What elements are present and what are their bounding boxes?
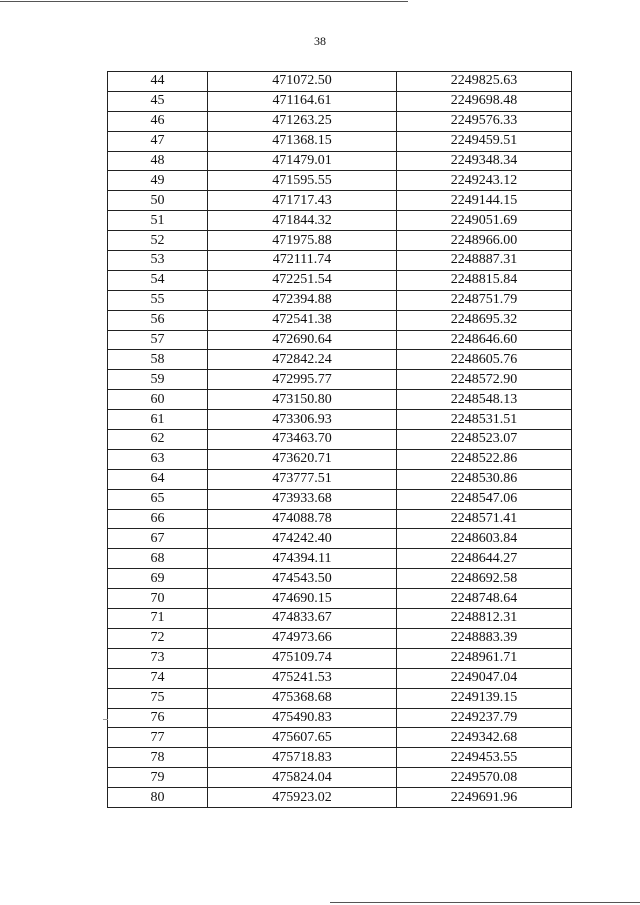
point-number-cell: 58 xyxy=(108,350,208,370)
table-row xyxy=(108,151,572,171)
y-coordinate-cell: 2248523.07 xyxy=(397,430,572,450)
x-coordinate-cell: 475607.65 xyxy=(208,728,397,748)
point-number-cell: 74 xyxy=(108,668,208,688)
x-coordinate-cell: 474242.40 xyxy=(208,529,397,549)
point-number-cell: 65 xyxy=(108,489,208,509)
point-number-cell: 50 xyxy=(108,191,208,211)
y-coordinate-cell: 2249243.12 xyxy=(397,171,572,191)
point-number-cell: 77 xyxy=(108,728,208,748)
y-coordinate-cell: 2248748.64 xyxy=(397,589,572,609)
table-row xyxy=(108,628,572,648)
y-coordinate-cell: 2248548.13 xyxy=(397,390,572,410)
table-row xyxy=(108,231,572,251)
x-coordinate-cell: 471479.01 xyxy=(208,151,397,171)
table-row xyxy=(108,788,572,808)
x-coordinate-cell: 473620.71 xyxy=(208,449,397,469)
y-coordinate-cell: 2248605.76 xyxy=(397,350,572,370)
x-coordinate-cell: 471072.50 xyxy=(208,72,397,92)
y-coordinate-cell: 2248695.32 xyxy=(397,310,572,330)
y-coordinate-cell: 2248815.84 xyxy=(397,270,572,290)
x-coordinate-cell: 474833.67 xyxy=(208,609,397,629)
table-row xyxy=(108,270,572,290)
x-coordinate-cell: 475824.04 xyxy=(208,768,397,788)
table-row xyxy=(108,131,572,151)
table-row xyxy=(108,449,572,469)
x-coordinate-cell: 474088.78 xyxy=(208,509,397,529)
table-row xyxy=(108,211,572,231)
point-number-cell: 46 xyxy=(108,111,208,131)
x-coordinate-cell: 475718.83 xyxy=(208,748,397,768)
x-coordinate-cell: 475923.02 xyxy=(208,788,397,808)
point-number-cell: 63 xyxy=(108,449,208,469)
table-row xyxy=(108,430,572,450)
point-number-cell: 56 xyxy=(108,310,208,330)
point-number-cell: 54 xyxy=(108,270,208,290)
coordinates-table xyxy=(107,71,572,808)
point-number-cell: 48 xyxy=(108,151,208,171)
x-coordinate-cell: 471717.43 xyxy=(208,191,397,211)
y-coordinate-cell: 2248603.84 xyxy=(397,529,572,549)
x-coordinate-cell: 475490.83 xyxy=(208,708,397,728)
table-body xyxy=(108,72,572,808)
x-coordinate-cell: 473777.51 xyxy=(208,469,397,489)
point-number-cell: 73 xyxy=(108,648,208,668)
table-row xyxy=(108,111,572,131)
x-coordinate-cell: 472690.64 xyxy=(208,330,397,350)
x-coordinate-cell: 473933.68 xyxy=(208,489,397,509)
point-number-cell: 44 xyxy=(108,72,208,92)
y-coordinate-cell: 2249825.63 xyxy=(397,72,572,92)
x-coordinate-cell: 473463.70 xyxy=(208,430,397,450)
table-row xyxy=(108,370,572,390)
table-row xyxy=(108,768,572,788)
y-coordinate-cell: 2248530.86 xyxy=(397,469,572,489)
table-row xyxy=(108,171,572,191)
x-coordinate-cell: 471975.88 xyxy=(208,231,397,251)
y-coordinate-cell: 2249459.51 xyxy=(397,131,572,151)
point-number-cell: 53 xyxy=(108,251,208,271)
y-coordinate-cell: 2248571.41 xyxy=(397,509,572,529)
point-number-cell: 45 xyxy=(108,91,208,111)
x-coordinate-cell: 472251.54 xyxy=(208,270,397,290)
x-coordinate-cell: 471595.55 xyxy=(208,171,397,191)
table-row xyxy=(108,350,572,370)
point-number-cell: 52 xyxy=(108,231,208,251)
y-coordinate-cell: 2249698.48 xyxy=(397,91,572,111)
y-coordinate-cell: 2249691.96 xyxy=(397,788,572,808)
y-coordinate-cell: 2248646.60 xyxy=(397,330,572,350)
top-rule xyxy=(0,1,408,2)
y-coordinate-cell: 2248966.00 xyxy=(397,231,572,251)
point-number-cell: 60 xyxy=(108,390,208,410)
y-coordinate-cell: 2248572.90 xyxy=(397,370,572,390)
scan-mark xyxy=(103,719,108,720)
point-number-cell: 70 xyxy=(108,589,208,609)
x-coordinate-cell: 474973.66 xyxy=(208,628,397,648)
point-number-cell: 55 xyxy=(108,290,208,310)
y-coordinate-cell: 2249047.04 xyxy=(397,668,572,688)
table-row xyxy=(108,569,572,589)
table-row xyxy=(108,72,572,92)
y-coordinate-cell: 2249144.15 xyxy=(397,191,572,211)
y-coordinate-cell: 2248883.39 xyxy=(397,628,572,648)
y-coordinate-cell: 2249237.79 xyxy=(397,708,572,728)
y-coordinate-cell: 2248522.86 xyxy=(397,449,572,469)
point-number-cell: 68 xyxy=(108,549,208,569)
x-coordinate-cell: 472541.38 xyxy=(208,310,397,330)
x-coordinate-cell: 473306.93 xyxy=(208,410,397,430)
point-number-cell: 69 xyxy=(108,569,208,589)
x-coordinate-cell: 471164.61 xyxy=(208,91,397,111)
y-coordinate-cell: 2249139.15 xyxy=(397,688,572,708)
point-number-cell: 61 xyxy=(108,410,208,430)
y-coordinate-cell: 2248547.06 xyxy=(397,489,572,509)
x-coordinate-cell: 472111.74 xyxy=(208,251,397,271)
x-coordinate-cell: 473150.80 xyxy=(208,390,397,410)
x-coordinate-cell: 471263.25 xyxy=(208,111,397,131)
y-coordinate-cell: 2248531.51 xyxy=(397,410,572,430)
y-coordinate-cell: 2249342.68 xyxy=(397,728,572,748)
table-row xyxy=(108,589,572,609)
x-coordinate-cell: 475109.74 xyxy=(208,648,397,668)
x-coordinate-cell: 471844.32 xyxy=(208,211,397,231)
table-row xyxy=(108,310,572,330)
point-number-cell: 66 xyxy=(108,509,208,529)
point-number-cell: 57 xyxy=(108,330,208,350)
point-number-cell: 75 xyxy=(108,688,208,708)
table-row xyxy=(108,688,572,708)
y-coordinate-cell: 2249453.55 xyxy=(397,748,572,768)
x-coordinate-cell: 472995.77 xyxy=(208,370,397,390)
y-coordinate-cell: 2249570.08 xyxy=(397,768,572,788)
table-row xyxy=(108,529,572,549)
point-number-cell: 47 xyxy=(108,131,208,151)
table-row xyxy=(108,390,572,410)
table-row xyxy=(108,489,572,509)
y-coordinate-cell: 2249051.69 xyxy=(397,211,572,231)
y-coordinate-cell: 2248692.58 xyxy=(397,569,572,589)
page-number: 38 xyxy=(314,34,326,48)
point-number-cell: 62 xyxy=(108,430,208,450)
point-number-cell: 79 xyxy=(108,768,208,788)
x-coordinate-cell: 475241.53 xyxy=(208,668,397,688)
y-coordinate-cell: 2248887.31 xyxy=(397,251,572,271)
table-row xyxy=(108,509,572,529)
table-row xyxy=(108,191,572,211)
point-number-cell: 78 xyxy=(108,748,208,768)
table-row xyxy=(108,549,572,569)
table-row xyxy=(108,748,572,768)
table-row xyxy=(108,648,572,668)
y-coordinate-cell: 2249576.33 xyxy=(397,111,572,131)
y-coordinate-cell: 2249348.34 xyxy=(397,151,572,171)
table-row xyxy=(108,728,572,748)
point-number-cell: 67 xyxy=(108,529,208,549)
x-coordinate-cell: 471368.15 xyxy=(208,131,397,151)
y-coordinate-cell: 2248751.79 xyxy=(397,290,572,310)
table-row xyxy=(108,410,572,430)
point-number-cell: 64 xyxy=(108,469,208,489)
x-coordinate-cell: 475368.68 xyxy=(208,688,397,708)
x-coordinate-cell: 474690.15 xyxy=(208,589,397,609)
point-number-cell: 71 xyxy=(108,609,208,629)
point-number-cell: 76 xyxy=(108,708,208,728)
point-number-cell: 80 xyxy=(108,788,208,808)
x-coordinate-cell: 474394.11 xyxy=(208,549,397,569)
y-coordinate-cell: 2248961.71 xyxy=(397,648,572,668)
table-row xyxy=(108,91,572,111)
y-coordinate-cell: 2248812.31 xyxy=(397,609,572,629)
x-coordinate-cell: 472394.88 xyxy=(208,290,397,310)
table-row xyxy=(108,290,572,310)
x-coordinate-cell: 472842.24 xyxy=(208,350,397,370)
point-number-cell: 49 xyxy=(108,171,208,191)
table-row xyxy=(108,469,572,489)
bottom-rule xyxy=(330,902,640,903)
table-row xyxy=(108,708,572,728)
table-row xyxy=(108,251,572,271)
y-coordinate-cell: 2248644.27 xyxy=(397,549,572,569)
point-number-cell: 59 xyxy=(108,370,208,390)
table-row xyxy=(108,609,572,629)
table-row xyxy=(108,668,572,688)
point-number-cell: 51 xyxy=(108,211,208,231)
x-coordinate-cell: 474543.50 xyxy=(208,569,397,589)
table-row xyxy=(108,330,572,350)
point-number-cell: 72 xyxy=(108,628,208,648)
